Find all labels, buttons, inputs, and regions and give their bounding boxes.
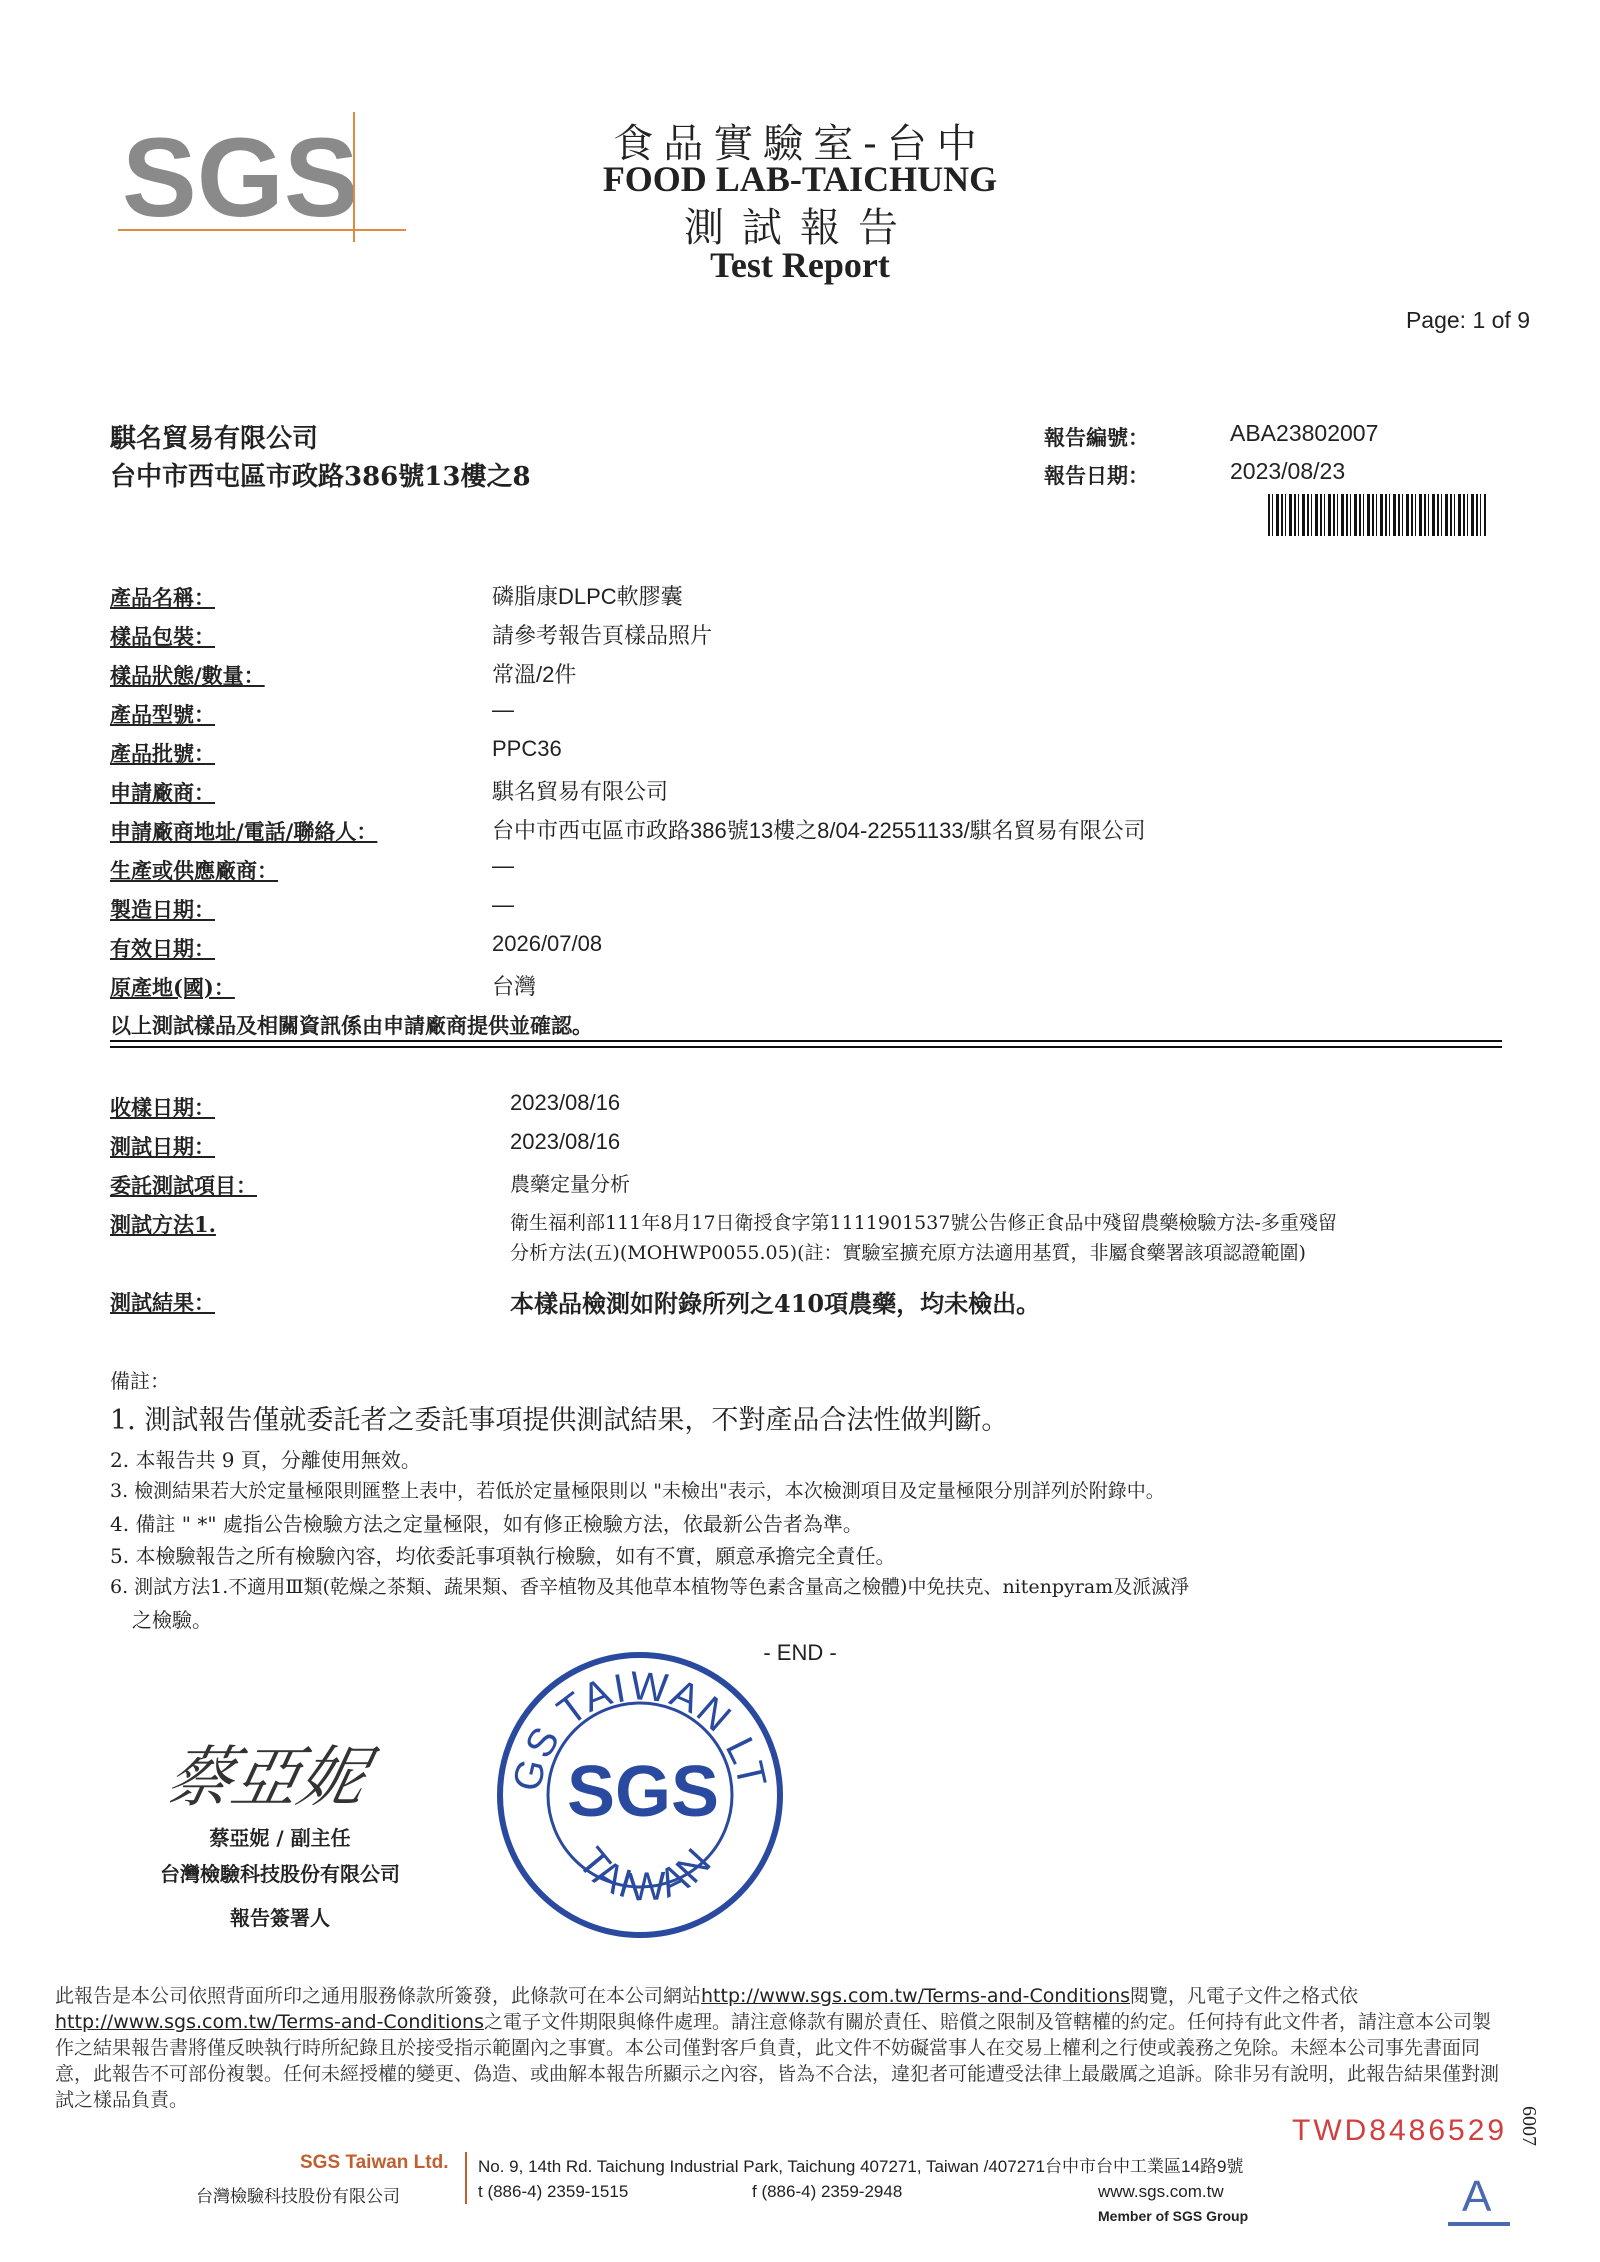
declaration: 以上測試樣品及相關資訊係由申請廠商提供並確認。 — [110, 1013, 593, 1038]
method-line-1: 衛生福利部111年8月17日衛授食字第1111901537號公告修正食品中殘留農藥檢驗方法-多重殘留 — [510, 1212, 1337, 1234]
divider — [110, 1040, 1502, 1042]
disclaimer-part-1: 此報告是本公司依照背面所印之通用服務條款所簽發，此條款可在本公司網站 — [55, 1985, 702, 2007]
legal-disclaimer — [55, 1983, 1507, 2113]
member-of-sgs: Member of SGS Group — [1098, 2208, 1249, 2224]
remark-6-cont: 之檢驗。 — [132, 1608, 212, 1632]
model: — — [492, 697, 514, 722]
seal-bottom-text: TAIWAN — [569, 1839, 722, 1910]
page-indicator: Page: 1 of 9 — [1405, 307, 1530, 333]
result-value: 本樣品檢測如附錄所列之410項農藥，均未檢出。 — [510, 1289, 1041, 1318]
manufacture-date-label: 製造日期： — [110, 897, 215, 922]
remark-3: 3. 檢測結果若大於定量極限則匯整上表中，若低於定量極限則以 "未檢出"表示，本次檢測項目及定量極限分別詳列於附錄中。 — [110, 1480, 1165, 1502]
signature-text: 蔡亞妮 — [170, 1738, 374, 1816]
model-label: 產品型號： — [110, 702, 215, 727]
disclaimer-part-3: 之電子文件期限與條件處理。請注意條款有關於責任、賠償之限制及管轄權的約定。任何持有此文件者，請注意本公司製作之結果報告書將僅反映執行時所紀錄且於接受指示範圍內之事實。本公司僅對客戶負責，此文件不妨礙當事人在交易上權利之行使或義務之免除。未經本公司事先書面同意，此報告不可部份複製。任何未經授權的變更、偽造、或曲解本報告所顯示之內容，皆為不合法，違犯者可能遭受法律上最嚴厲之追訴。除非另有說明，此報告結果僅對測試之樣品負責。 — [55, 2011, 1500, 2111]
received-date-label: 收樣日期： — [110, 1095, 215, 1120]
applicant-contact: 台中市西屯區市政路386號13樓之8/04-22551133/騏名貿易有限公司 — [492, 818, 1146, 843]
report-number: ABA23802007 — [1230, 420, 1379, 446]
signer-role: 報告簽署人 — [230, 1906, 330, 1930]
client-address: 台中市西屯區市政路386號13樓之8 — [110, 462, 531, 492]
applicant-label: 申請廠商： — [110, 780, 215, 805]
expiry-date: 2026/07/08 — [492, 931, 603, 956]
expiry-date-label: 有效日期： — [110, 936, 215, 961]
manufacturer: — — [492, 853, 514, 878]
batch-label: 產品批號： — [110, 741, 215, 766]
report-title-cn: 測試報告 — [684, 205, 916, 251]
batch: PPC36 — [492, 736, 562, 761]
sgs-seal — [495, 1650, 785, 1944]
lab-name-en: FOOD LAB-TAICHUNG — [602, 159, 998, 199]
barcode — [1268, 494, 1486, 536]
product-name-label: 產品名稱： — [110, 585, 215, 610]
footer-website[interactable]: www.sgs.com.tw — [1098, 2182, 1224, 2201]
client-name: 騏名貿易有限公司 — [110, 424, 319, 454]
lab-name-cn: 食品實驗室-台中 — [613, 121, 987, 167]
packaging-label: 樣品包裝： — [110, 624, 215, 649]
report-date-label: 報告日期： — [1044, 463, 1149, 488]
serial-number: TWD8486529 — [1292, 2114, 1508, 2147]
remark-2: 2. 本報告共 9 頁，分離使用無效。 — [110, 1448, 421, 1472]
signer-name-title: 蔡亞妮 / 副主任 — [209, 1826, 351, 1850]
test-date-label: 測試日期： — [110, 1134, 215, 1159]
accreditation-mark-underline — [1448, 2222, 1510, 2226]
end-mark: - END - — [763, 1640, 837, 1665]
svg-text:TAIWAN — [569, 1839, 721, 1910]
remark-6: 6. 測試方法1.不適用Ⅲ類(乾燥之茶類、蔬果類、香辛植物及其他草本植物等色素含量高之檢體)中免扶克、nitenpyram及派滅淨 — [110, 1576, 1190, 1598]
sgs-logo-text: SGS — [122, 115, 359, 240]
remark-5: 5. 本檢驗報告之所有檢驗內容，均依委託事項執行檢驗，如有不實，願意承擔完全責任。 — [110, 1544, 896, 1568]
signer-company: 台灣檢驗科技股份有限公司 — [160, 1862, 400, 1886]
product-name: 磷脂康DLPC軟膠囊 — [492, 584, 683, 609]
method-line-2: 分析方法(五)(MOHWP0055.05)(註：實驗室擴充原方法適用基質，非屬食藥署該項認證範圍) — [510, 1242, 1306, 1264]
remarks-title: 備註： — [110, 1369, 170, 1393]
result-label: 測試結果： — [110, 1290, 215, 1315]
test-item: 農藥定量分析 — [510, 1172, 630, 1196]
disclaimer-part-2: 閱覽，凡電子文件之格式依 — [1130, 1985, 1359, 2007]
manufacturer-label: 生產或供應廠商： — [110, 858, 278, 883]
remark-1: 1. 測試報告僅就委託者之委託事項提供測試結果，不對產品合法性做判斷。 — [110, 1405, 1009, 1436]
sgs-taiwan-name: SGS Taiwan Ltd. — [300, 2152, 449, 2173]
footer-address: No. 9, 14th Rd. Taichung Industrial Park, Taichung 407271, Taiwan /407271台中市台中工業區14路9號 — [478, 2157, 1244, 2176]
terms-link[interactable]: http://www.sgs.com.tw/Terms-and-Conditions — [701, 1985, 1131, 2007]
test-item-label: 委託測試項目： — [110, 1173, 257, 1198]
report-title-en: Test Report — [710, 245, 890, 285]
side-code: 6007 — [1518, 2106, 1540, 2146]
footer-fax: f (886-4) 2359-2948 — [752, 2182, 903, 2201]
applicant-contact-label: 申請廠商地址/電話/聯絡人： — [110, 819, 378, 844]
footer-phone: t (886-4) 2359-1515 — [478, 2182, 629, 2201]
sample-state: 常溫/2件 — [492, 662, 577, 687]
divider — [110, 1046, 1502, 1048]
origin: 台灣 — [492, 974, 537, 999]
remark-4: 4. 備註 " *" 處指公告檢驗方法之定量極限，如有修正檢驗方法，依最新公告者為準。 — [110, 1512, 863, 1536]
footer-divider — [465, 2152, 467, 2204]
company-name-cn: 台灣檢驗科技股份有限公司 — [196, 2187, 400, 2207]
report-date: 2023/08/23 — [1230, 458, 1346, 484]
report-number-label: 報告編號： — [1044, 425, 1149, 450]
sample-state-label: 樣品狀態/數量： — [110, 663, 265, 688]
received-date: 2023/08/16 — [510, 1090, 621, 1115]
terms-link[interactable]: http://www.sgs.com.tw/Terms-and-Conditions — [55, 2011, 485, 2033]
accreditation-mark-icon: A — [1462, 2172, 1492, 2221]
handwritten-signature — [170, 1718, 430, 1832]
seal-center-text: SGS — [566, 1752, 720, 1832]
method-label: 測試方法1. — [110, 1212, 216, 1237]
seal-top-text: GS TAIWAN LT — [504, 1663, 775, 1796]
origin-label: 原產地(國)： — [110, 975, 235, 1000]
manufacture-date: — — [492, 892, 514, 917]
applicant: 騏名貿易有限公司 — [492, 779, 669, 804]
test-date: 2023/08/16 — [510, 1129, 621, 1154]
packaging: 請參考報告頁樣品照片 — [492, 623, 713, 648]
